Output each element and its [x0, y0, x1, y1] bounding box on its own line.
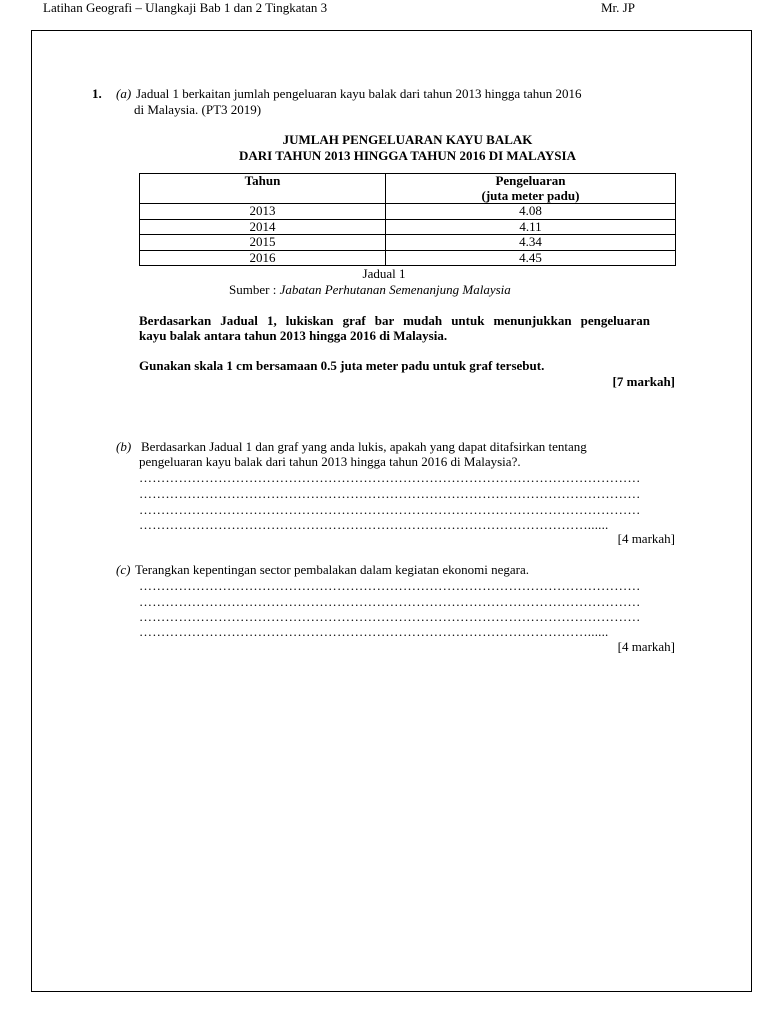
table-row	[140, 235, 676, 251]
part-b-text-line2: pengeluaran kayu balak dari tahun 2013 hingga tahun 2016 di Malaysia?.	[139, 454, 521, 469]
part-a-text-line2: di Malaysia. (PT3 2019)	[134, 102, 262, 117]
table-row	[140, 204, 676, 220]
table-caption: Jadual 1	[362, 266, 406, 281]
part-c-text: Terangkan kepentingan sector pembalakan dalam kegiatan ekonomi negara.	[135, 562, 529, 577]
table-cell-value: 4.11	[386, 219, 676, 235]
instruction-line2: kayu balak antara tahun 2013 hingga 2016 di Malaysia.	[139, 328, 448, 343]
table-header-production-line2: (juta meter padu)	[481, 187, 580, 203]
instruction-line1: Berdasarkan Jadual 1, lukiskan graf bar mudah untuk menunjukkan pengeluaran	[139, 313, 650, 328]
source-text: Jabatan Perhutanan Semenanjung Malaysia	[279, 282, 511, 297]
table-cell-value: 4.34	[386, 235, 676, 251]
table-title-line1: JUMLAH PENGELUARAN KAYU BALAK	[282, 132, 533, 147]
table-header-year: Tahun	[140, 174, 386, 204]
part-c-answer-line[interactable]: …………………………………………………………………………………………......	[139, 624, 609, 639]
table-cell-year: 2016	[140, 250, 386, 266]
table-cell-year: 2015	[140, 235, 386, 251]
scale-instruction: Gunakan skala 1 cm bersamaan 0.5 juta meter padu untuk graf tersebut.	[139, 358, 545, 373]
question-number: 1.	[92, 86, 102, 101]
header-author: Mr. JP	[601, 0, 635, 15]
part-b-answer-line[interactable]: ……………………………………………………………………………………………………	[139, 502, 641, 517]
table-cell-year: 2014	[140, 219, 386, 235]
part-c-label: (c)	[116, 562, 131, 577]
part-a-label: (a)	[116, 86, 132, 101]
table-cell-value: 4.45	[386, 250, 676, 266]
part-c-marks: [4 markah]	[617, 639, 675, 654]
part-b-answer-line[interactable]: ……………………………………………………………………………………………………	[139, 470, 641, 485]
part-b-label: (b)	[116, 439, 132, 454]
table-header-production-line1: Pengeluaran	[495, 173, 566, 188]
source-label: Sumber :	[229, 282, 277, 297]
part-a-marks: [7 markah]	[612, 374, 675, 389]
table-row	[140, 250, 676, 266]
part-c-answer-line[interactable]: ……………………………………………………………………………………………………	[139, 609, 641, 624]
part-b-answer-line[interactable]: ……………………………………………………………………………………………………	[139, 486, 641, 501]
table-cell-value: 4.08	[386, 204, 676, 220]
part-a-text-line1: Jadual 1 berkaitan jumlah pengeluaran kayu balak dari tahun 2013 hingga tahun 2016	[136, 86, 582, 101]
table-header-row	[140, 174, 676, 204]
part-b-text-line1: Berdasarkan Jadual 1 dan graf yang anda lukis, apakah yang dapat ditafsirkan tentang	[141, 439, 587, 454]
part-b-answer-line[interactable]: …………………………………………………………………………………………......	[139, 517, 609, 532]
part-b-marks: [4 markah]	[617, 531, 675, 546]
part-c-answer-line[interactable]: ……………………………………………………………………………………………………	[139, 594, 641, 609]
part-c-answer-line[interactable]: ……………………………………………………………………………………………………	[139, 578, 641, 593]
table-header-production	[386, 174, 676, 204]
table-source	[229, 282, 511, 298]
table-cell-year: 2013	[140, 204, 386, 220]
table-row	[140, 219, 676, 235]
header-title: Latihan Geografi – Ulangkaji Bab 1 dan 2 Tingkatan 3	[43, 0, 328, 15]
production-table	[139, 173, 676, 266]
table-title-line2: DARI TAHUN 2013 HINGGA TAHUN 2016 DI MALAYSIA	[239, 148, 576, 163]
